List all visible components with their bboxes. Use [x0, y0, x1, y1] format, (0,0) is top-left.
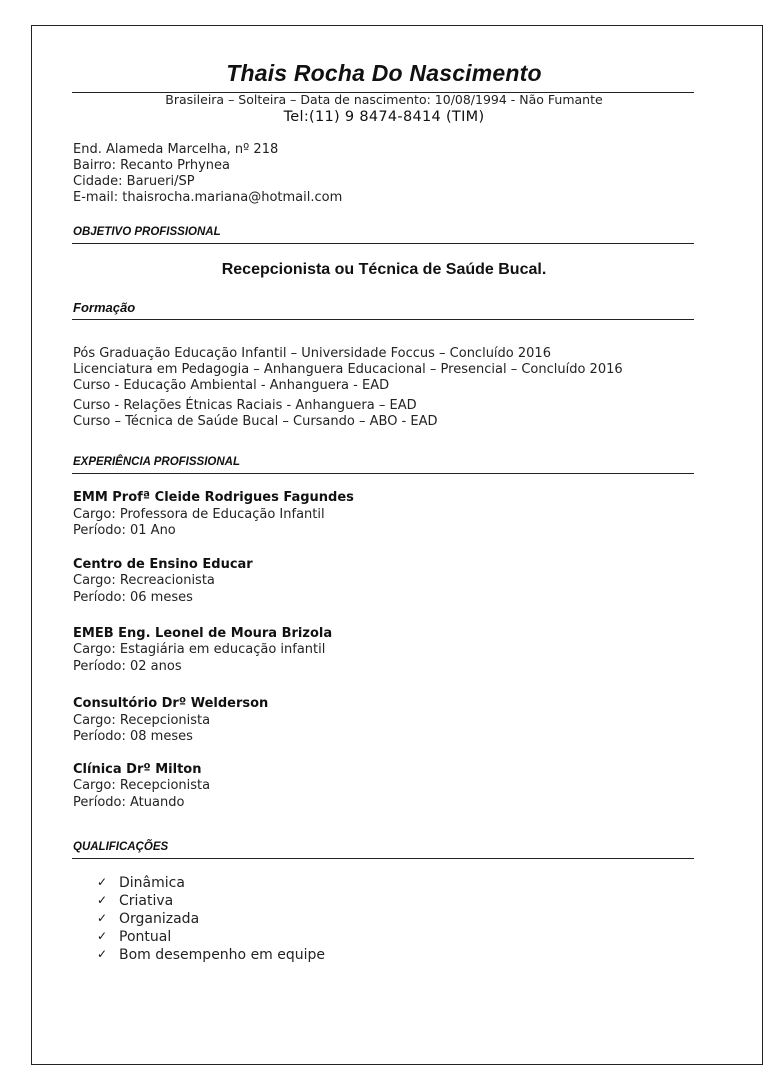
- job-period: Período: 06 meses: [73, 590, 193, 605]
- education-item: Licenciatura em Pedagogia – Anhanguera Educacional – Presencial – Concluído 2016: [73, 362, 623, 377]
- job-role: Cargo: Recepcionista: [73, 778, 211, 793]
- job-employer: Consultório Drº Welderson: [73, 696, 269, 711]
- qualifications-rule: [72, 858, 694, 859]
- education-item: Pós Graduação Educação Infantil – Universidade Foccus – Concluído 2016: [73, 346, 551, 361]
- objective-heading: OBJETIVO PROFISSIONAL: [73, 226, 221, 238]
- address-line: End. Alameda Marcelha, nº 218: [73, 142, 279, 157]
- job-role: Cargo: Professora de Educação Infantil: [73, 507, 325, 522]
- qualifications-heading: QUALIFICAÇÕES: [73, 841, 169, 853]
- experience-rule: [72, 473, 694, 474]
- job-period: Período: 02 anos: [73, 659, 182, 674]
- checkmark-icon: ✓: [97, 911, 108, 925]
- email-line: E-mail: thaisrocha.mariana@hotmail.com: [73, 190, 343, 205]
- city-line: Cidade: Barueri/SP: [73, 174, 195, 189]
- job-role: Cargo: Recepcionista: [73, 713, 211, 728]
- checkmark-icon: ✓: [97, 947, 108, 961]
- job-role: Cargo: Estagiária em educação infantil: [73, 642, 326, 657]
- neighborhood-line: Bairro: Recanto Prhynea: [73, 158, 230, 173]
- job-period: Período: 01 Ano: [73, 523, 176, 538]
- phone-number: Tel:(11) 9 8474-8414 (TIM): [283, 109, 485, 125]
- education-item: Curso - Relações Étnicas Raciais - Anhanguera – EAD: [73, 398, 417, 413]
- job-employer: Centro de Ensino Educar: [73, 557, 253, 572]
- checkmark-icon: ✓: [97, 875, 108, 889]
- education-rule: [72, 319, 694, 320]
- job-employer: EMEB Eng. Leonel de Moura Brizola: [73, 626, 333, 641]
- job-period: Período: 08 meses: [73, 729, 193, 744]
- objective-rule: [72, 243, 694, 244]
- candidate-name: Thais Rocha Do Nascimento: [226, 60, 542, 86]
- job-role: Cargo: Recreacionista: [73, 573, 215, 588]
- job-employer: Clínica Drº Milton: [73, 762, 202, 777]
- job-period: Período: Atuando: [73, 795, 185, 810]
- qualification-item: Pontual: [119, 929, 172, 945]
- qualification-item: Dinâmica: [119, 875, 185, 891]
- personal-info: Brasileira – Solteira – Data de nascimento: 10/08/1994 - Não Fumante: [165, 92, 603, 107]
- checkmark-icon: ✓: [97, 893, 108, 907]
- qualification-item: Bom desempenho em equipe: [119, 947, 326, 963]
- qualification-item: Organizada: [119, 911, 200, 927]
- education-item: Curso – Técnica de Saúde Bucal – Cursando – ABO - EAD: [73, 414, 438, 429]
- experience-heading: EXPERIÊNCIA PROFISSIONAL: [73, 456, 240, 468]
- education-heading: Formação: [73, 300, 136, 315]
- qualification-item: Criativa: [119, 893, 174, 909]
- job-employer: EMM Profª Cleide Rodrigues Fagundes: [73, 490, 354, 505]
- objective-text: Recepcionista ou Técnica de Saúde Bucal.: [221, 261, 547, 278]
- education-item: Curso - Educação Ambiental - Anhanguera - EAD: [73, 378, 390, 393]
- checkmark-icon: ✓: [97, 929, 108, 943]
